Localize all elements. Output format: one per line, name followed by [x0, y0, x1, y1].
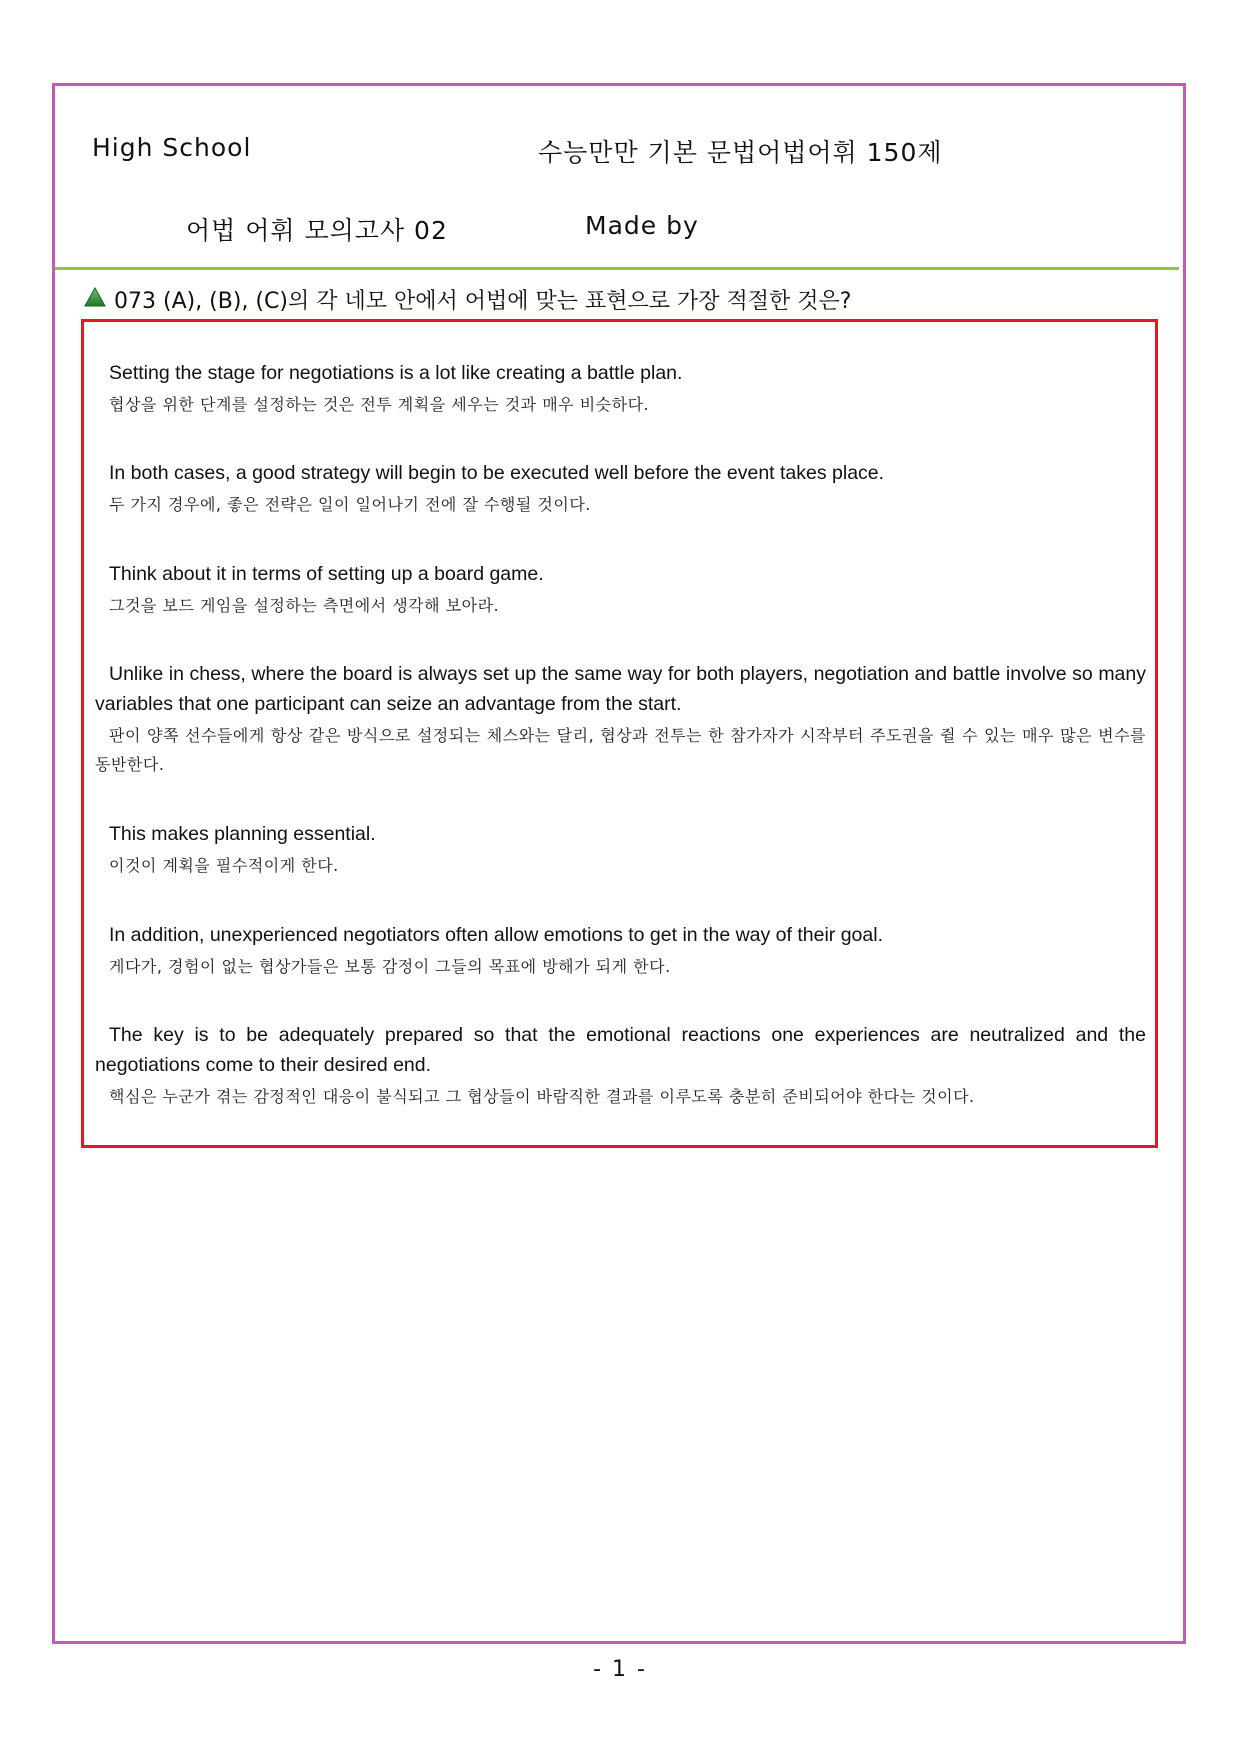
korean-translation: 게다가, 경험이 없는 협상가들은 보통 감정이 그들의 목표에 방해가 되게 한다. [109, 957, 671, 976]
korean-translation: 이것이 계획을 필수적이게 한다. [109, 856, 339, 875]
english-sentence: In addition, unexperienced negotiators often allow emotions to get in the way of their goal. [109, 924, 883, 946]
page-number: - 1 - [593, 1657, 647, 1682]
korean-translation: 두 가지 경우에, 좋은 전략은 일이 일어나기 전에 잘 수행될 것이다. [109, 495, 591, 514]
passage-pair [95, 920, 1146, 981]
passage-pair [95, 1020, 1146, 1111]
header-divider [55, 267, 1179, 270]
question-text: 073 (A), (B), (C)의 각 네모 안에서 어법에 맞는 표현으로 가장 적절한 것은? [114, 289, 852, 314]
korean-translation: 그것을 보드 게임을 설정하는 측면에서 생각해 보아라. [109, 596, 500, 615]
green-triangle-icon [84, 287, 106, 313]
korean-translation: 핵심은 누군가 겪는 감정적인 대응이 불식되고 그 협상들이 바람직한 결과를 이루도록 충분히 준비되어야 한다는 것이다. [109, 1087, 975, 1106]
english-sentence: This makes planning essential. [109, 823, 376, 845]
passage-pair [95, 358, 1146, 419]
english-sentence: Think about it in terms of setting up a board game. [109, 563, 544, 585]
english-sentence: Setting the stage for negotiations is a lot like creating a battle plan. [109, 362, 683, 384]
korean-translation: 판이 양쪽 선수들에게 항상 같은 방식으로 설정되는 체스와는 달리, 협상과 전투는 한 참가자가 시작부터 주도권을 쥘 수 있는 매우 많은 변수를 동반한다. [95, 726, 1146, 774]
made-by: Made by [585, 211, 699, 240]
english-sentence: In both cases, a good strategy will begin to be executed well before the event takes place. [109, 462, 885, 484]
book-title: 수능만만 기본 문법어법어휘 150제 [538, 138, 943, 167]
english-sentence: The key is to be adequately prepared so that the emotional reactions one experiences are neutralized and the negotiations come to their desired end. [95, 1024, 1146, 1076]
passage-pair [95, 659, 1146, 779]
english-sentence: Unlike in chess, where the board is always set up the same way for both players, negotiation and battle involve so many variables that one participant can seize an advantage from the start. [95, 663, 1146, 715]
passage-pair [95, 458, 1146, 519]
passage-pair [95, 559, 1146, 620]
test-title: 어법 어휘 모의고사 02 [186, 216, 448, 245]
passage-box [81, 319, 1158, 1148]
passage-pair [95, 819, 1146, 880]
school-level: High School [92, 133, 252, 162]
korean-translation: 협상을 위한 단계를 설정하는 것은 전투 계획을 세우는 것과 매우 비슷하다. [109, 395, 650, 414]
question-line [84, 284, 851, 315]
